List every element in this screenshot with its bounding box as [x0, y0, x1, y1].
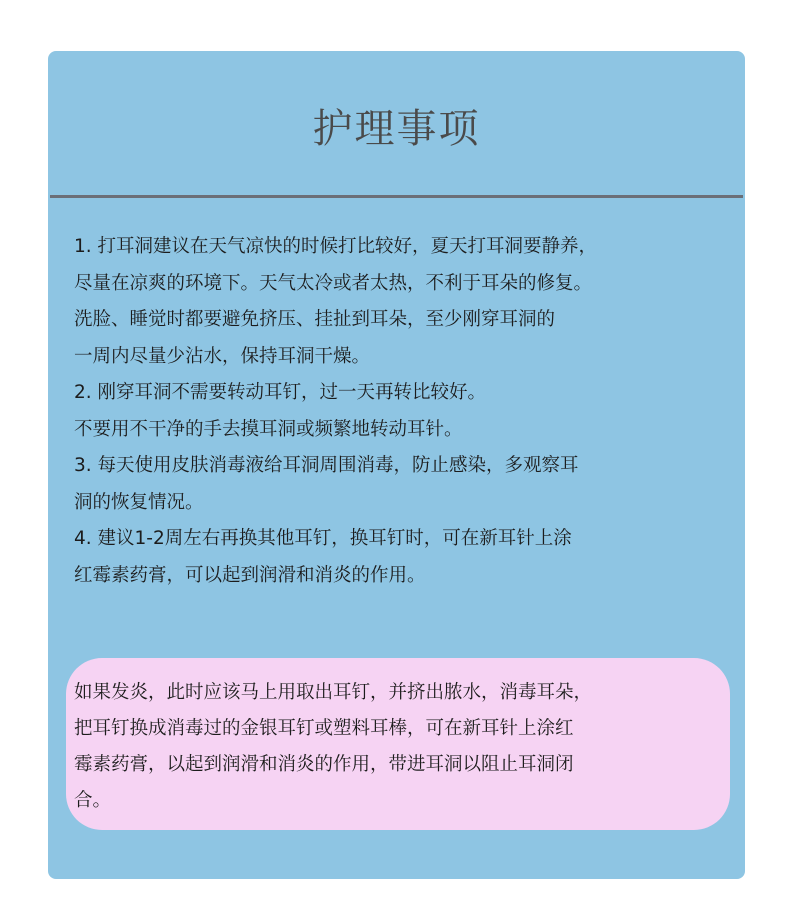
instruction-line: 3. 每天使用皮肤消毒液给耳洞周围消毒，防止感染，多观察耳 — [74, 455, 579, 476]
note-line: 把耳钉换成消毒过的金银耳钉或塑料耳棒，可在新耳针上涂红 — [74, 718, 574, 739]
instruction-line: 4. 建议1-2周左右再换其他耳钉，换耳钉时，可在新耳针上涂 — [74, 528, 572, 549]
page-title: 护理事项 — [312, 105, 481, 152]
instruction-line: 洗脸、睡觉时都要避免挤压、挂扯到耳朵，至少刚穿耳洞的 — [74, 309, 556, 330]
note-line: 如果发炎，此时应该马上用取出耳钉，并挤出脓水，消毒耳朵， — [74, 682, 593, 703]
instruction-line: 2. 刚穿耳洞不需要转动耳钉，过一天再转比较好。 — [74, 382, 487, 403]
care-instructions-card — [48, 51, 745, 879]
instruction-line: 不要用不干净的手去摸耳洞或频繁地转动耳针。 — [74, 418, 463, 440]
instruction-line: 尽量在凉爽的环境下。天气太冷或者太热，不利于耳朵的修复。 — [74, 272, 593, 294]
instruction-line: 1. 打耳洞建议在天气凉快的时候打比较好，夏天打耳洞要静养， — [74, 236, 598, 257]
instruction-line: 红霉素药膏，可以起到润滑和消炎的作用。 — [74, 564, 426, 586]
note-line: 霉素药膏，以起到润滑和消炎的作用，带进耳洞以阻止耳洞闭 — [74, 754, 574, 775]
instructions-text — [74, 229, 739, 594]
inflammation-note-box — [66, 658, 730, 830]
instruction-line: 一周内尽量少沾水，保持耳洞干燥。 — [74, 345, 371, 367]
note-line: 合。 — [74, 790, 112, 811]
inflammation-note-text — [74, 675, 734, 819]
title-divider — [50, 195, 743, 198]
instruction-line: 洞的恢复情况。 — [74, 491, 204, 513]
